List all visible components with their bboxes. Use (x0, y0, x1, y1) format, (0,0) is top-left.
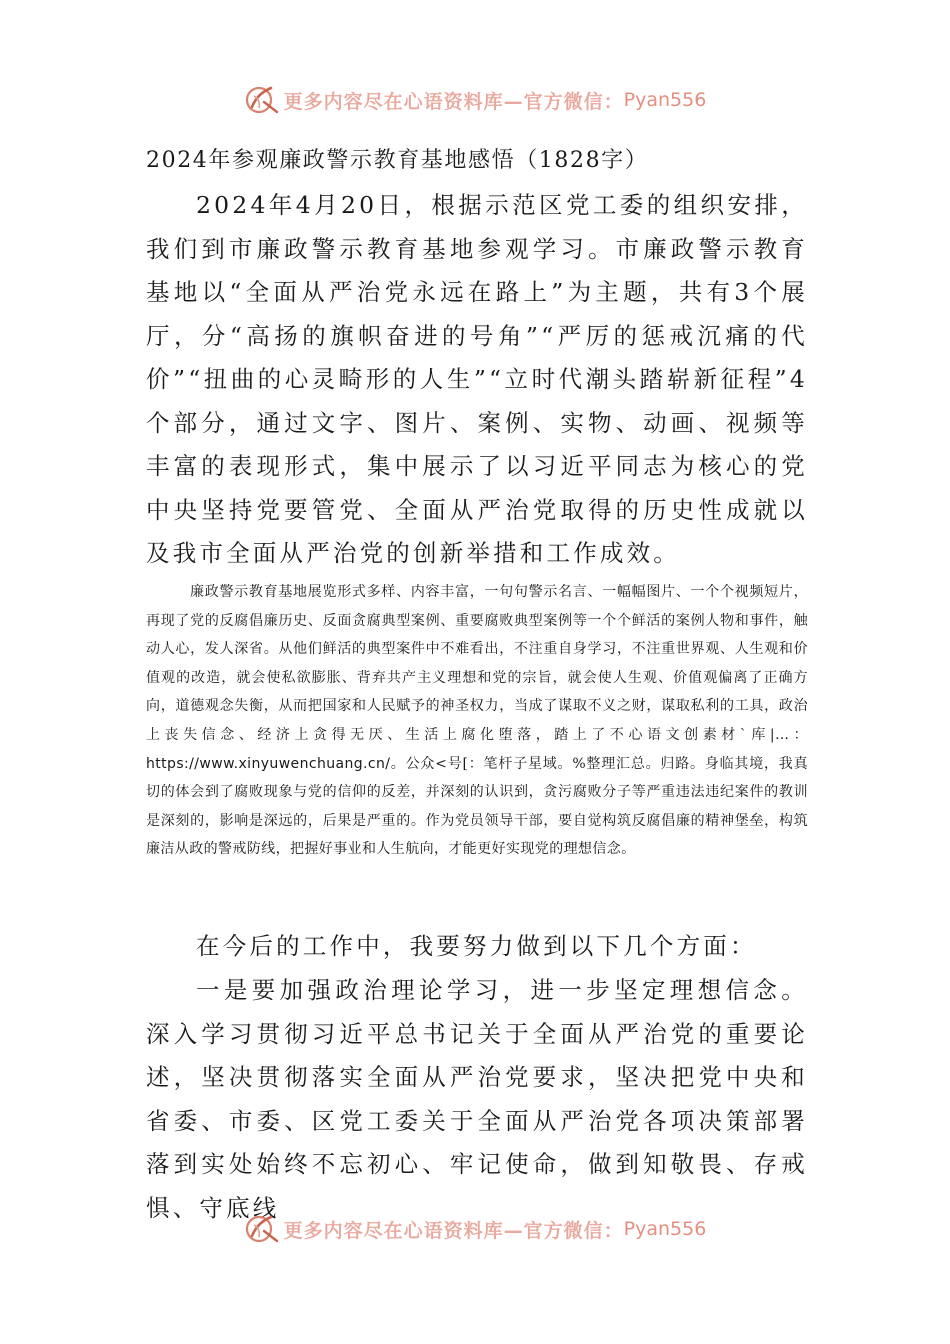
header-watermark-banner (0, 80, 950, 120)
paragraph-exhibition-text-b: 。公众<号[：笔杆子星域。%整理汇总。归路。身临其境，我真切的体会到了腐败现象与党的信仰的反差，并深刻的认识到，贪污腐败分子等严重违法违纪案件的教训是深刻的，影响是深远的，后果是严重的。作为党员领导干部，要自觉构筑反腐倡廉的精神堡垒，构筑廉洁从政的警戒防线，把握好事业和人生航向，才能更好实现党的理想信念。 (146, 755, 808, 858)
paragraph-exhibition-text-a: 廉政警示教育基地展览形式多样、内容丰富，一句句警示名言、一幅幅图片、一个个视频短片，再现了党的反腐倡廉历史、反面贪腐典型案例、重要腐败典型案例等一个个鲜活的案例人物和事件，触动人心，发人深省。从他们鲜活的典型案件中不难看出，不注重自身学习，不注重世界观、人生观和价值观的改造，就会使私欲膨胀、背弃共产主义理想和党的宗旨，就会使人生观、价值观偏离了正确方向，道德观念失衡，从而把国家和人民赋予的神圣权力，当成了谋取不义之财，谋取私利的工具，政治上丧失信念、经济上贪得无厌、生活上腐化堕落，踏上了不心语文创素材`库|…： (146, 584, 808, 743)
document-title: 2024年参观廉政警示教育基地感悟（1828字） (146, 148, 649, 173)
footer-watermark-banner (0, 1209, 950, 1249)
pen-ribbon-logo-icon (244, 82, 280, 118)
website-url: https://www.xinyuwenchuang.cn/ (146, 755, 391, 772)
paragraph-exhibition (146, 578, 808, 864)
banner-text: 更多内容尽在心语资料库—官方微信： (283, 90, 624, 113)
paragraph-future-work: 在今后的工作中，我要努力做到以下几个方面： (196, 932, 757, 960)
banner-wechat-id: Pyan556 (623, 1218, 707, 1240)
banner-wechat-id: Pyan556 (623, 89, 707, 111)
paragraph-point-one: 一是要加强政治理论学习，进一步坚定理想信念。深入学习贯彻习近平总书记关于全面从严治党的重要论述，坚决贯彻落实全面从严治党要求，坚决把党中央和省委、市委、区党工委关于全面从严治党各项决策部署落到实处始终不忘初心、牢记使命，做到知敬畏、存戒惧、守底线 (146, 976, 808, 1222)
pen-ribbon-logo-icon (244, 1211, 280, 1247)
banner-text: 更多内容尽在心语资料库—官方微信： (283, 1219, 624, 1242)
paragraph-intro: 2024年4月20日，根据示范区党工委的组织安排，我们到市廉政警示教育基地参观学习。市廉政警示教育基地以“全面从严治党永远在路上”为主题，共有3个展厅，分“高扬的旗帜奋进的号角”“严厉的惩戒沉痛的代价”“扭曲的心灵畸形的人生”“立时代潮头踏崭新征程”4个部分，通过文字、图片、案例、实物、动画、视频等丰富的表现形式，集中展示了以习近平同志为核心的党中央坚持党要管党、全面从严治党取得的历史性成就以及我市全面从严治党的创新举措和工作成效。 (146, 191, 808, 567)
